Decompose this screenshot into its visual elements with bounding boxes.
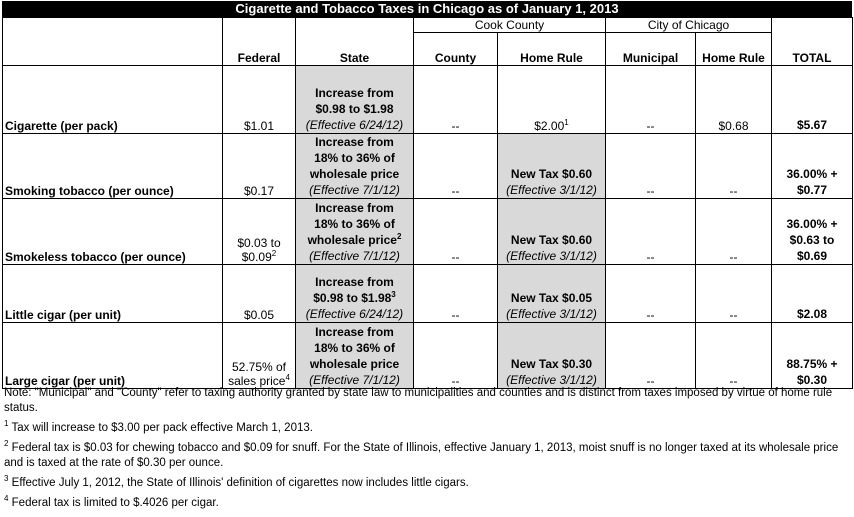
table-row <box>3 323 853 389</box>
cell-municipal: -- <box>606 134 696 199</box>
footnote-4: $^4$ Federal tax is limited to $.4026 per cigar. <box>4 494 219 509</box>
table-row <box>3 134 853 199</box>
cell-county: -- <box>414 323 498 389</box>
cell-home-rule: New Tax $0.60 (Effective 3/1/12) <box>498 134 606 199</box>
cell-home-rule: $2.00$^1$ <box>498 66 606 134</box>
cell-municipal: -- <box>606 66 696 134</box>
cell-federal: $0.17 <box>223 134 296 199</box>
cell-county: -- <box>414 66 498 134</box>
row-label: Cigarette (per pack) <box>3 66 223 134</box>
footnote-2: $^2$ Federal tax is $0.03 for chewing tobacco and $0.09 for snuff. For the State of Illinois, effective January 1, 2013, moist snuff is no longer taxed at its wholesale price and is taxed at the rate of $0.30 per ounce. <box>4 439 839 469</box>
header-municipal: Municipal <box>606 33 696 66</box>
cell-federal: $1.01 <box>223 66 296 134</box>
header-total: TOTAL <box>772 33 853 66</box>
cell-home-rule: New Tax $0.30 (Effective 3/1/12) <box>498 323 606 389</box>
federal-group-cell <box>223 18 296 33</box>
header-home-rule: Home Rule <box>498 33 606 66</box>
cell-state: Increase from 18% to 36% of wholesale price$^2$ (Effective 7/1/12) <box>296 199 414 265</box>
notes <box>4 386 852 511</box>
header-federal: Federal <box>223 33 296 66</box>
cell-home-rule-city: -- <box>696 199 772 265</box>
tax-table <box>2 17 853 389</box>
cell-state: Increase from $0.98 to $1.98$^3$ (Effective 6/24/12) <box>296 265 414 323</box>
cell-municipal: -- <box>606 323 696 389</box>
total-group-cell <box>772 18 853 33</box>
cell-home-rule-city: $0.68 <box>696 66 772 134</box>
cell-home-rule-city: -- <box>696 265 772 323</box>
footnote-3: $^3$ Effective July 1, 2012, the State of Illinois' definition of cigarettes now includes little cigars. <box>4 474 469 489</box>
group-cook-county: Cook County <box>414 18 606 33</box>
cell-home-rule: New Tax $0.60 (Effective 3/1/12) <box>498 199 606 265</box>
cell-total: $2.08 <box>772 265 853 323</box>
corner-cell <box>3 18 223 33</box>
cell-federal: $0.03 to $0.09$^2$ <box>223 199 296 265</box>
header-state: State <box>296 33 414 66</box>
table-row <box>3 66 853 134</box>
cell-county: -- <box>414 199 498 265</box>
table-row <box>3 265 853 323</box>
cell-home-rule: New Tax $0.05 (Effective 3/1/12) <box>498 265 606 323</box>
cell-total: 88.75% + $0.30 <box>772 323 853 389</box>
cell-state: Increase from 18% to 36% of wholesale price (Effective 7/1/12) <box>296 134 414 199</box>
header-home-rule-city: Home Rule <box>696 33 772 66</box>
row-label: Smoking tobacco (per ounce) <box>3 134 223 199</box>
cell-total: 36.00% + $0.63 to $0.69 <box>772 199 853 265</box>
row-label: Large cigar (per unit) <box>3 323 223 389</box>
cell-municipal: -- <box>606 199 696 265</box>
group-header-row <box>3 18 853 33</box>
column-header-row <box>3 33 853 66</box>
cell-home-rule-city: -- <box>696 323 772 389</box>
cell-total: $5.67 <box>772 66 853 134</box>
table-title: Cigarette and Tobacco Taxes in Chicago as of January 1, 2013 <box>2 1 852 17</box>
state-group-cell <box>296 18 414 33</box>
cell-total: 36.00% + $0.77 <box>772 134 853 199</box>
group-city-of-chicago: City of Chicago <box>606 18 772 33</box>
table-row <box>3 199 853 265</box>
cell-county: -- <box>414 134 498 199</box>
row-label: Smokeless tobacco (per ounce) <box>3 199 223 265</box>
header-blank <box>3 33 223 66</box>
note-main: Note: "Municipal" and "County" refer to taxing authority granted by state law to municipalities and counties and is distinct from taxes imposed by virtue of home rule status. <box>4 387 833 414</box>
row-label: Little cigar (per unit) <box>3 265 223 323</box>
footnote-1: $^1$ Tax will increase to $3.00 per pack effective March 1, 2013. <box>4 419 313 434</box>
cell-county: -- <box>414 265 498 323</box>
cell-municipal: -- <box>606 265 696 323</box>
cell-home-rule-city: -- <box>696 134 772 199</box>
header-county: County <box>414 33 498 66</box>
cell-federal: 52.75% of sales price$^4$ <box>223 323 296 389</box>
cell-state: Increase from 18% to 36% of wholesale price (Effective 7/1/12) <box>296 323 414 389</box>
cell-federal: $0.05 <box>223 265 296 323</box>
cell-state: Increase from $0.98 to $1.98 (Effective 6/24/12) <box>296 66 414 134</box>
